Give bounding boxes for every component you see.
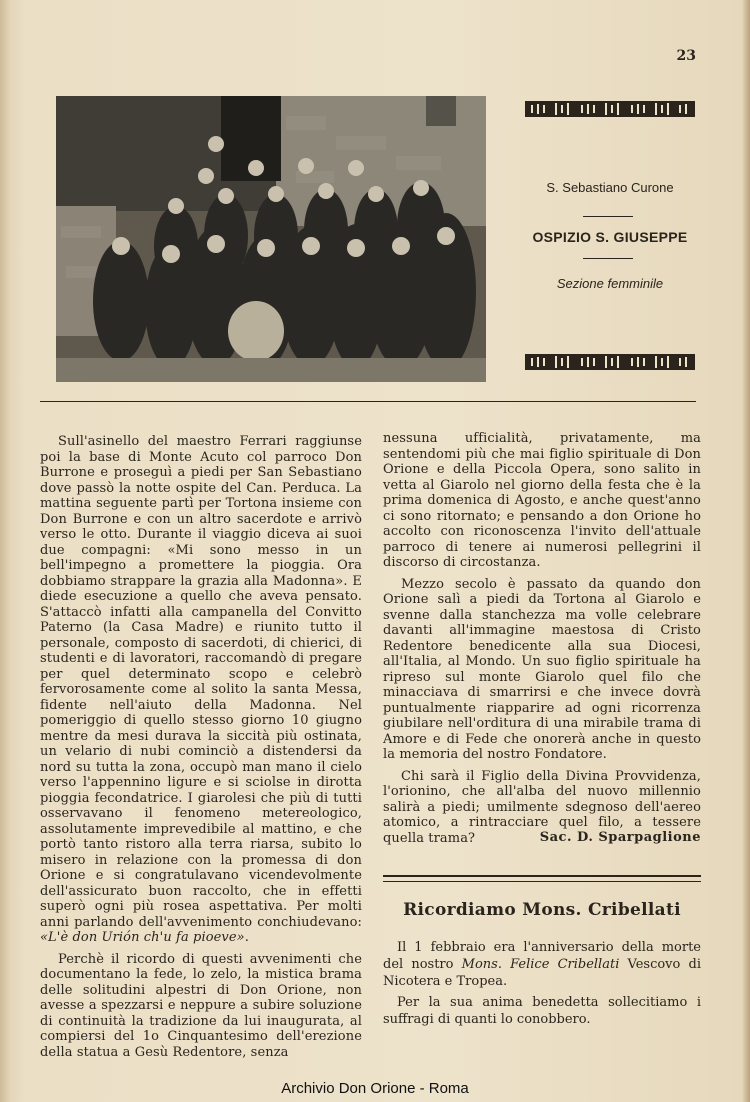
ornament-top-icon: [525, 99, 695, 119]
divider-short-bottom: [583, 258, 633, 259]
ornament-top: [525, 99, 695, 119]
right-paragraph-3: Chi sarà il Figlio della Divina Provvidenza, l'orionino, che all'alba del nuovo millennio salirà a piedi; umilmente sdegnoso dell'aereo atomico, a rintracciare quel filo, a tessere quella trama?: [383, 768, 701, 846]
left-column: [40, 434, 362, 1066]
notice-divider: [383, 875, 701, 882]
ornament-bottom: [525, 352, 695, 372]
archive-footer: Archivio Don Orione - Roma: [281, 1080, 469, 1097]
divider-short-top: [583, 216, 633, 217]
institution-name: OSPIZIO S. GIUSEPPE: [532, 229, 688, 245]
page-edge-left: [0, 0, 10, 1102]
group-photo: [56, 96, 486, 382]
notice-title: Ricordiamo Mons. Cribellati: [403, 900, 681, 920]
notice-paragraph-1: Il 1 febbraio era l'anniversario della morte del nostro Mons. Felice Cribellati Vescovo di Nicotera e Tropea.: [383, 940, 701, 989]
place-name: S. Sebastiano Curone: [546, 180, 674, 195]
ornament-bottom-icon: [525, 352, 695, 372]
notice-body: [383, 939, 701, 1032]
notice-paragraph-2: Per la sua anima benedetta sollecitiamo i suffragi di quanti lo conobbero.: [383, 995, 701, 1027]
left-paragraph-2: Perchè il ricordo di questi avvenimenti che documentano la fede, lo zelo, la mistica brama delle solitudini alpestri di Don Orione, non avesse a spezzarsi e neppure a subire soluzione di continuità la tradizione da lui inaugurata, al compiersi del 1o Cinquantesimo dell'erezione della statua a Gesù Redentore, senza: [40, 951, 362, 1060]
group-photo-icon: [56, 96, 486, 382]
right-paragraph-2: Mezzo secolo è passato da quando don Orione salì a piedi da Tortona al Giarolo e svenne dalla stanchezza ma volle celebrare davanti all'immagine maestosa di Cristo Redentore benedicente alla sua Diocesi, all'Italia, al Mondo. Un suo figlio spirituale ha ripreso sul monte Giarolo quel filo che minacciava di smarrirsi e che invece dovrà puntualmente riapparire ad ogni ricorrenza giubilare nell'orditura di una mirabile trama di Amore e di Fede che onorerà anche in questo la memoria del nostro Fondatore.: [383, 576, 701, 762]
page-number: 23: [676, 48, 696, 64]
right-column: [383, 431, 701, 852]
right-paragraph-1: nessuna ufficialità, privatamente, ma sentendomi più che mai figlio spirituale di Don Orione e della Piccola Opera, sono salito in vetta al Giarolo nel giorno della festa che è la prima domenica di Agosto, e anche quest'anno ci sono ritornato; e pensando a don Orione ho accolto con riconoscenza l'invito dell'attuale parroco di tenere ai numerosi pellegrini il discorso di circostanza.: [383, 431, 701, 570]
left-paragraph-1: Sull'asinello del maestro Ferrari raggiunse poi la base di Monte Acuto col parroco Don Burrone e proseguì a piedi per San Sebastiano dove passò la notte ospite del Can. Perduca. La mattina seguente partì per Tortona insieme con Don Burrone e con un altro sacerdote e arrivò verso le otto. Durante il viaggio diceva ai suoi due compagni: «Mi sono messo in un bell'impegno a promettere la pioggia. Ora dobbiamo strappare la grazia alla Madonna». E diede esecuzione a quello che aveva pensato. S'attaccò infatti alla campanella del Convitto Paterno (la Casa Madre) e riunito tutto il personale, composto di sacerdoti, di chierici, di studenti e di lavoratori, raccomandò di pregare per quel determinato scopo e celebrò fervorosamente come al solito la santa Messa, fidente nell'aiuto della Madonna. Nel pomeriggio di quello stesso giorno 10 giugno mentre da mesi durava la siccità più ostinata, un velario di nubi cominciò a distendersi da nord su tutta la zona, occupò man mano il cielo verso l'appennino ligure e si sciolse in dirotta pioggia fecondatrice. I giarolesi che più di tutti osservavano il fenomeno metereologico, assolutamente imprevedibile al mattino, e che portò tanto ristoro alla terra riarsa, subito lo misero in relazione con la promessa di don Orione e si congratulavano vicendevolmente dell'assicurato buon raccolto, che in effetti superò ogni più rosea aspettativa. Per molti anni parlando dell'avvenimento conchiudevano: «L'è don Urión ch'u fa pioeve».: [40, 434, 362, 945]
section-name: Sezione femminile: [556, 276, 664, 291]
signature: Sac. D. Sparpaglione: [539, 830, 701, 845]
page-edge-right: [742, 0, 750, 1102]
main-divider: [40, 401, 696, 402]
